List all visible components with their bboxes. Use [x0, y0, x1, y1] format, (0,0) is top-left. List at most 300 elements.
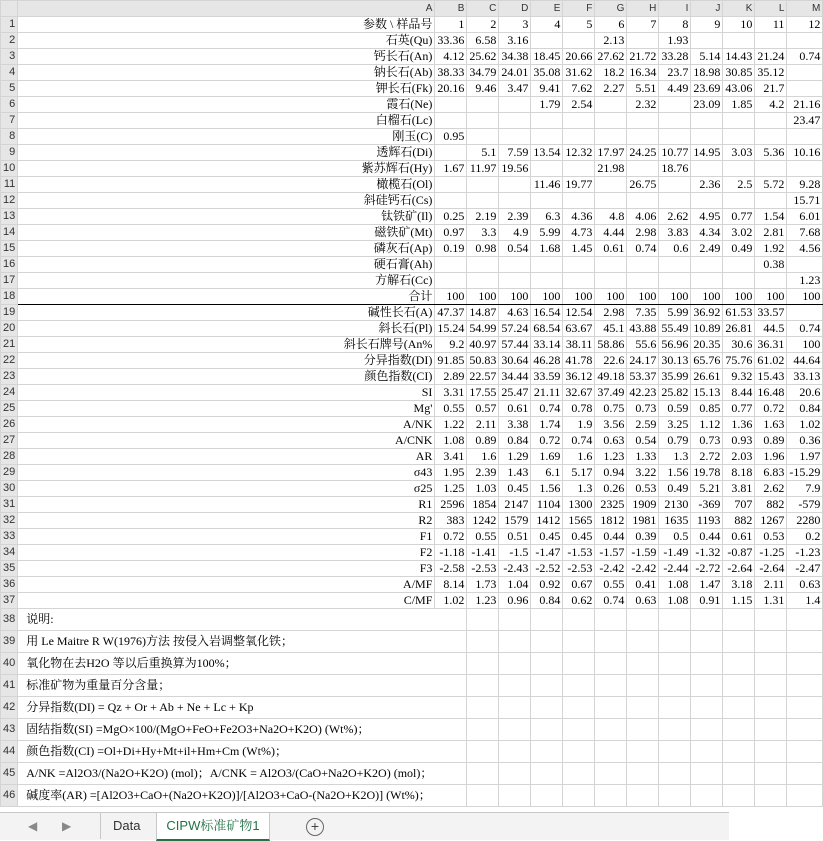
row-header[interactable]: 34: [1, 545, 18, 561]
value-cell[interactable]: 0.97: [435, 225, 467, 241]
row-header[interactable]: 23: [1, 369, 18, 385]
value-cell[interactable]: [467, 97, 499, 113]
value-cell[interactable]: 17.97: [595, 145, 627, 161]
value-cell[interactable]: 1.08: [659, 593, 691, 609]
value-cell[interactable]: 5.72: [755, 177, 787, 193]
empty-cell[interactable]: [563, 785, 595, 807]
value-cell[interactable]: 9.41: [531, 81, 563, 97]
row-header[interactable]: 21: [1, 337, 18, 353]
row-header[interactable]: 36: [1, 577, 18, 593]
empty-cell[interactable]: [467, 785, 499, 807]
value-cell[interactable]: [627, 113, 659, 129]
row-header[interactable]: 26: [1, 417, 18, 433]
row-label-cell[interactable]: 参数 \ 样品号: [18, 17, 435, 33]
empty-cell[interactable]: [595, 785, 627, 807]
value-cell[interactable]: 0.74: [595, 593, 627, 609]
row-label-cell[interactable]: 分异指数(DI): [18, 353, 435, 369]
value-cell[interactable]: 24.17: [627, 353, 659, 369]
value-cell[interactable]: [563, 193, 595, 209]
value-cell[interactable]: 14.87: [467, 305, 499, 321]
value-cell[interactable]: 25.62: [467, 49, 499, 65]
value-cell[interactable]: 0.73: [691, 433, 723, 449]
value-cell[interactable]: 4.44: [595, 225, 627, 241]
value-cell[interactable]: 1909: [627, 497, 659, 513]
empty-cell[interactable]: [499, 785, 531, 807]
value-cell[interactable]: 7.62: [563, 81, 595, 97]
value-cell[interactable]: 1.33: [627, 449, 659, 465]
value-cell[interactable]: 0.51: [499, 529, 531, 545]
value-cell[interactable]: 18.45: [531, 49, 563, 65]
value-cell[interactable]: 42.23: [627, 385, 659, 401]
value-cell[interactable]: 0.95: [435, 129, 467, 145]
value-cell[interactable]: [435, 193, 467, 209]
value-cell[interactable]: 10: [723, 17, 755, 33]
value-cell[interactable]: 3.03: [723, 145, 755, 161]
value-cell[interactable]: 22.6: [595, 353, 627, 369]
row-header[interactable]: 24: [1, 385, 18, 401]
column-header[interactable]: I: [659, 1, 691, 17]
value-cell[interactable]: 0.45: [531, 529, 563, 545]
value-cell[interactable]: 54.99: [467, 321, 499, 337]
row-label-cell[interactable]: 颜色指数(CI): [18, 369, 435, 385]
value-cell[interactable]: -2.43: [499, 561, 531, 577]
value-cell[interactable]: [435, 257, 467, 273]
value-cell[interactable]: 33.13: [787, 369, 823, 385]
value-cell[interactable]: 15.13: [691, 385, 723, 401]
value-cell[interactable]: 10.77: [659, 145, 691, 161]
value-cell[interactable]: 1.95: [435, 465, 467, 481]
value-cell[interactable]: 37.49: [595, 385, 627, 401]
empty-cell[interactable]: [787, 653, 823, 675]
value-cell[interactable]: 0.55: [435, 401, 467, 417]
row-label-cell[interactable]: 钛铁矿(Il): [18, 209, 435, 225]
value-cell[interactable]: 12.32: [563, 145, 595, 161]
value-cell[interactable]: 24.25: [627, 145, 659, 161]
value-cell[interactable]: 33.36: [435, 33, 467, 49]
value-cell[interactable]: 23.69: [691, 81, 723, 97]
value-cell[interactable]: 20.16: [435, 81, 467, 97]
empty-cell[interactable]: [659, 631, 691, 653]
value-cell[interactable]: [691, 257, 723, 273]
value-cell[interactable]: 6.58: [467, 33, 499, 49]
note-cell[interactable]: 用 Le Maitre R W(1976)方法 按侵入岩调整氧化铁；: [18, 631, 435, 653]
value-cell[interactable]: 3.22: [627, 465, 659, 481]
value-cell[interactable]: [659, 177, 691, 193]
empty-cell[interactable]: [787, 719, 823, 741]
value-cell[interactable]: 23.47: [787, 113, 823, 129]
value-cell[interactable]: 1.79: [531, 97, 563, 113]
tab-cipw[interactable]: CIPW标准矿物1: [156, 813, 270, 841]
value-cell[interactable]: 9.46: [467, 81, 499, 97]
empty-cell[interactable]: [659, 785, 691, 807]
value-cell[interactable]: 8.44: [723, 385, 755, 401]
value-cell[interactable]: 6.1: [531, 465, 563, 481]
value-cell[interactable]: 1635: [659, 513, 691, 529]
row-header[interactable]: 19: [1, 305, 18, 321]
row-header[interactable]: 29: [1, 465, 18, 481]
value-cell[interactable]: 1.08: [435, 433, 467, 449]
value-cell[interactable]: 1.3: [563, 481, 595, 497]
value-cell[interactable]: 1.02: [787, 417, 823, 433]
value-cell[interactable]: 30.64: [499, 353, 531, 369]
value-cell[interactable]: 882: [755, 497, 787, 513]
value-cell[interactable]: 2.49: [691, 241, 723, 257]
empty-cell[interactable]: [499, 741, 531, 763]
empty-cell[interactable]: [723, 763, 755, 785]
value-cell[interactable]: 0.89: [467, 433, 499, 449]
value-cell[interactable]: 0.72: [435, 529, 467, 545]
value-cell[interactable]: [627, 257, 659, 273]
row-header[interactable]: 4: [1, 65, 18, 81]
value-cell[interactable]: [531, 273, 563, 289]
column-header[interactable]: K: [723, 1, 755, 17]
empty-cell[interactable]: [659, 609, 691, 631]
value-cell[interactable]: 100: [723, 289, 755, 305]
empty-cell[interactable]: [595, 653, 627, 675]
value-cell[interactable]: 0.63: [627, 593, 659, 609]
value-cell[interactable]: [435, 273, 467, 289]
value-cell[interactable]: 21.72: [627, 49, 659, 65]
value-cell[interactable]: 33.59: [531, 369, 563, 385]
value-cell[interactable]: 49.18: [595, 369, 627, 385]
value-cell[interactable]: 5.21: [691, 481, 723, 497]
value-cell[interactable]: 10.89: [691, 321, 723, 337]
row-header[interactable]: 40: [1, 653, 18, 675]
value-cell[interactable]: 0.41: [627, 577, 659, 593]
value-cell[interactable]: 30.13: [659, 353, 691, 369]
row-header[interactable]: 1: [1, 17, 18, 33]
value-cell[interactable]: 4.73: [563, 225, 595, 241]
value-cell[interactable]: 43.88: [627, 321, 659, 337]
value-cell[interactable]: 1.23: [787, 273, 823, 289]
value-cell[interactable]: [595, 193, 627, 209]
value-cell[interactable]: 26.61: [691, 369, 723, 385]
value-cell[interactable]: 100: [531, 289, 563, 305]
value-cell[interactable]: 0.98: [467, 241, 499, 257]
empty-cell[interactable]: [787, 763, 823, 785]
row-header[interactable]: 18: [1, 289, 18, 305]
column-header[interactable]: J: [691, 1, 723, 17]
empty-cell[interactable]: [595, 675, 627, 697]
value-cell[interactable]: [691, 161, 723, 177]
value-cell[interactable]: 2147: [499, 497, 531, 513]
empty-cell[interactable]: [755, 675, 787, 697]
row-label-cell[interactable]: F3: [18, 561, 435, 577]
value-cell[interactable]: 1981: [627, 513, 659, 529]
row-label-cell[interactable]: 斜硅钙石(Cs): [18, 193, 435, 209]
value-cell[interactable]: 1.04: [499, 577, 531, 593]
row-label-cell[interactable]: 钠长石(Ab): [18, 65, 435, 81]
value-cell[interactable]: 15.71: [787, 193, 823, 209]
value-cell[interactable]: 0.25: [435, 209, 467, 225]
value-cell[interactable]: 3.18: [723, 577, 755, 593]
value-cell[interactable]: 2.19: [467, 209, 499, 225]
value-cell[interactable]: [499, 193, 531, 209]
value-cell[interactable]: 100: [563, 289, 595, 305]
value-cell[interactable]: 0.72: [531, 433, 563, 449]
value-cell[interactable]: -2.72: [691, 561, 723, 577]
value-cell[interactable]: 4.9: [499, 225, 531, 241]
empty-cell[interactable]: [563, 631, 595, 653]
value-cell[interactable]: 0.74: [787, 49, 823, 65]
value-cell[interactable]: 0.49: [723, 241, 755, 257]
row-header[interactable]: 10: [1, 161, 18, 177]
value-cell[interactable]: 55.49: [659, 321, 691, 337]
value-cell[interactable]: 4.56: [787, 241, 823, 257]
value-cell[interactable]: 100: [787, 337, 823, 353]
value-cell[interactable]: 0.78: [563, 401, 595, 417]
value-cell[interactable]: [723, 273, 755, 289]
row-header[interactable]: 14: [1, 225, 18, 241]
value-cell[interactable]: 35.08: [531, 65, 563, 81]
value-cell[interactable]: 4.95: [691, 209, 723, 225]
row-header[interactable]: 7: [1, 113, 18, 129]
value-cell[interactable]: 1.63: [755, 417, 787, 433]
value-cell[interactable]: 2280: [787, 513, 823, 529]
empty-cell[interactable]: [755, 763, 787, 785]
row-header[interactable]: 3: [1, 49, 18, 65]
value-cell[interactable]: 5.51: [627, 81, 659, 97]
value-cell[interactable]: 0.93: [723, 433, 755, 449]
empty-cell[interactable]: [787, 675, 823, 697]
value-cell[interactable]: 1267: [755, 513, 787, 529]
value-cell[interactable]: 3.83: [659, 225, 691, 241]
row-header[interactable]: 17: [1, 273, 18, 289]
value-cell[interactable]: 0.55: [595, 577, 627, 593]
value-cell[interactable]: 3.38: [499, 417, 531, 433]
value-cell[interactable]: [755, 129, 787, 145]
value-cell[interactable]: 65.76: [691, 353, 723, 369]
value-cell[interactable]: 1412: [531, 513, 563, 529]
value-cell[interactable]: 45.1: [595, 321, 627, 337]
empty-cell[interactable]: [659, 741, 691, 763]
value-cell[interactable]: 27.62: [595, 49, 627, 65]
value-cell[interactable]: [595, 113, 627, 129]
row-label-cell[interactable]: 磁铁矿(Mt): [18, 225, 435, 241]
empty-cell[interactable]: [595, 631, 627, 653]
value-cell[interactable]: 2.32: [627, 97, 659, 113]
value-cell[interactable]: 14.95: [691, 145, 723, 161]
value-cell[interactable]: [755, 33, 787, 49]
row-label-cell[interactable]: 钾长石(Fk): [18, 81, 435, 97]
value-cell[interactable]: 0.53: [755, 529, 787, 545]
value-cell[interactable]: 57.44: [499, 337, 531, 353]
value-cell[interactable]: 2: [467, 17, 499, 33]
empty-cell[interactable]: [435, 697, 467, 719]
value-cell[interactable]: 38.11: [563, 337, 595, 353]
value-cell[interactable]: 707: [723, 497, 755, 513]
value-cell[interactable]: 1.3: [659, 449, 691, 465]
row-label-cell[interactable]: SI: [18, 385, 435, 401]
value-cell[interactable]: -2.42: [595, 561, 627, 577]
value-cell[interactable]: [627, 273, 659, 289]
value-cell[interactable]: 0.61: [499, 401, 531, 417]
value-cell[interactable]: 0.72: [755, 401, 787, 417]
value-cell[interactable]: 34.79: [467, 65, 499, 81]
value-cell[interactable]: [595, 129, 627, 145]
empty-cell[interactable]: [627, 785, 659, 807]
value-cell[interactable]: 1.47: [691, 577, 723, 593]
value-cell[interactable]: 18.98: [691, 65, 723, 81]
row-label-cell[interactable]: 合计: [18, 289, 435, 305]
value-cell[interactable]: 2.89: [435, 369, 467, 385]
value-cell[interactable]: 43.06: [723, 81, 755, 97]
value-cell[interactable]: 57.24: [499, 321, 531, 337]
value-cell[interactable]: [787, 305, 823, 321]
value-cell[interactable]: -1.25: [755, 545, 787, 561]
value-cell[interactable]: 0.92: [531, 577, 563, 593]
empty-cell[interactable]: [531, 697, 563, 719]
empty-cell[interactable]: [691, 697, 723, 719]
value-cell[interactable]: 0.73: [627, 401, 659, 417]
row-header[interactable]: 33: [1, 529, 18, 545]
value-cell[interactable]: 2.13: [595, 33, 627, 49]
value-cell[interactable]: 1.96: [755, 449, 787, 465]
column-header[interactable]: M: [787, 1, 823, 17]
empty-cell[interactable]: [531, 741, 563, 763]
row-label-cell[interactable]: 碱性长石(A): [18, 305, 435, 321]
value-cell[interactable]: 13.54: [531, 145, 563, 161]
value-cell[interactable]: 2.5: [723, 177, 755, 193]
value-cell[interactable]: 4.12: [435, 49, 467, 65]
empty-cell[interactable]: [691, 741, 723, 763]
value-cell[interactable]: 11.97: [467, 161, 499, 177]
value-cell[interactable]: [787, 33, 823, 49]
empty-cell[interactable]: [723, 609, 755, 631]
value-cell[interactable]: 14.43: [723, 49, 755, 65]
value-cell[interactable]: 0.74: [787, 321, 823, 337]
value-cell[interactable]: 1242: [467, 513, 499, 529]
empty-cell[interactable]: [531, 609, 563, 631]
empty-cell[interactable]: [563, 675, 595, 697]
note-cell[interactable]: 碱度率(AR) =[Al2O3+CaO+(Na2O+K2O)]/[Al2O3+CaO-(Na2O+K2O)] (Wt%)；: [18, 785, 435, 807]
row-label-cell[interactable]: 紫苏辉石(Hy): [18, 161, 435, 177]
empty-cell[interactable]: [499, 609, 531, 631]
value-cell[interactable]: [595, 257, 627, 273]
empty-cell[interactable]: [595, 741, 627, 763]
value-cell[interactable]: 0.77: [723, 209, 755, 225]
value-cell[interactable]: 12.54: [563, 305, 595, 321]
value-cell[interactable]: 0.89: [755, 433, 787, 449]
value-cell[interactable]: 20.66: [563, 49, 595, 65]
value-cell[interactable]: 4.8: [595, 209, 627, 225]
value-cell[interactable]: 25.82: [659, 385, 691, 401]
value-cell[interactable]: 46.28: [531, 353, 563, 369]
value-cell[interactable]: 26.81: [723, 321, 755, 337]
row-header[interactable]: 28: [1, 449, 18, 465]
value-cell[interactable]: 3.25: [659, 417, 691, 433]
value-cell[interactable]: 0.49: [659, 481, 691, 497]
empty-cell[interactable]: [627, 653, 659, 675]
value-cell[interactable]: 2.39: [499, 209, 531, 225]
empty-cell[interactable]: [563, 653, 595, 675]
value-cell[interactable]: [531, 161, 563, 177]
value-cell[interactable]: 9.2: [435, 337, 467, 353]
value-cell[interactable]: 6: [595, 17, 627, 33]
value-cell[interactable]: 1.56: [531, 481, 563, 497]
row-header[interactable]: 9: [1, 145, 18, 161]
value-cell[interactable]: 9: [691, 17, 723, 33]
value-cell[interactable]: 1.69: [531, 449, 563, 465]
value-cell[interactable]: [499, 129, 531, 145]
row-label-cell[interactable]: A/NK: [18, 417, 435, 433]
value-cell[interactable]: [531, 113, 563, 129]
value-cell[interactable]: [659, 113, 691, 129]
value-cell[interactable]: 100: [659, 289, 691, 305]
value-cell[interactable]: 75.76: [723, 353, 755, 369]
value-cell[interactable]: [531, 257, 563, 273]
value-cell[interactable]: -15.29: [787, 465, 823, 481]
value-cell[interactable]: 5.36: [755, 145, 787, 161]
value-cell[interactable]: -1.59: [627, 545, 659, 561]
value-cell[interactable]: 100: [691, 289, 723, 305]
column-header[interactable]: H: [627, 1, 659, 17]
empty-cell[interactable]: [595, 697, 627, 719]
row-label-cell[interactable]: 方解石(Cc): [18, 273, 435, 289]
row-label-cell[interactable]: σ43: [18, 465, 435, 481]
value-cell[interactable]: 7.35: [627, 305, 659, 321]
value-cell[interactable]: [563, 113, 595, 129]
row-header[interactable]: 30: [1, 481, 18, 497]
value-cell[interactable]: 33.14: [531, 337, 563, 353]
value-cell[interactable]: [563, 33, 595, 49]
row-label-cell[interactable]: Mg': [18, 401, 435, 417]
value-cell[interactable]: [499, 113, 531, 129]
value-cell[interactable]: [659, 129, 691, 145]
value-cell[interactable]: 21.98: [595, 161, 627, 177]
value-cell[interactable]: 2.11: [755, 577, 787, 593]
value-cell[interactable]: 11.46: [531, 177, 563, 193]
column-header[interactable]: L: [755, 1, 787, 17]
empty-cell[interactable]: [659, 653, 691, 675]
value-cell[interactable]: 0.67: [563, 577, 595, 593]
value-cell[interactable]: [787, 65, 823, 81]
value-cell[interactable]: -1.18: [435, 545, 467, 561]
row-header[interactable]: 5: [1, 81, 18, 97]
value-cell[interactable]: [691, 129, 723, 145]
value-cell[interactable]: 11: [755, 17, 787, 33]
value-cell[interactable]: 50.83: [467, 353, 499, 369]
value-cell[interactable]: [659, 193, 691, 209]
value-cell[interactable]: [659, 97, 691, 113]
value-cell[interactable]: 4.49: [659, 81, 691, 97]
row-label-cell[interactable]: A/MF: [18, 577, 435, 593]
value-cell[interactable]: -2.53: [563, 561, 595, 577]
row-header[interactable]: 46: [1, 785, 18, 807]
row-header[interactable]: 12: [1, 193, 18, 209]
value-cell[interactable]: -1.53: [563, 545, 595, 561]
value-cell[interactable]: -2.52: [531, 561, 563, 577]
value-cell[interactable]: 61.53: [723, 305, 755, 321]
value-cell[interactable]: 1.25: [435, 481, 467, 497]
value-cell[interactable]: 0.63: [595, 433, 627, 449]
value-cell[interactable]: 34.44: [499, 369, 531, 385]
column-header[interactable]: G: [595, 1, 627, 17]
value-cell[interactable]: 19.78: [691, 465, 723, 481]
value-cell[interactable]: -1.57: [595, 545, 627, 561]
value-cell[interactable]: 1.93: [659, 33, 691, 49]
value-cell[interactable]: 0.85: [691, 401, 723, 417]
next-sheet-icon[interactable]: ▶: [62, 819, 72, 833]
value-cell[interactable]: 7: [627, 17, 659, 33]
value-cell[interactable]: [563, 161, 595, 177]
row-header[interactable]: 38: [1, 609, 18, 631]
value-cell[interactable]: 100: [755, 289, 787, 305]
value-cell[interactable]: 1854: [467, 497, 499, 513]
value-cell[interactable]: 100: [595, 289, 627, 305]
column-header[interactable]: E: [531, 1, 563, 17]
row-header[interactable]: 2: [1, 33, 18, 49]
